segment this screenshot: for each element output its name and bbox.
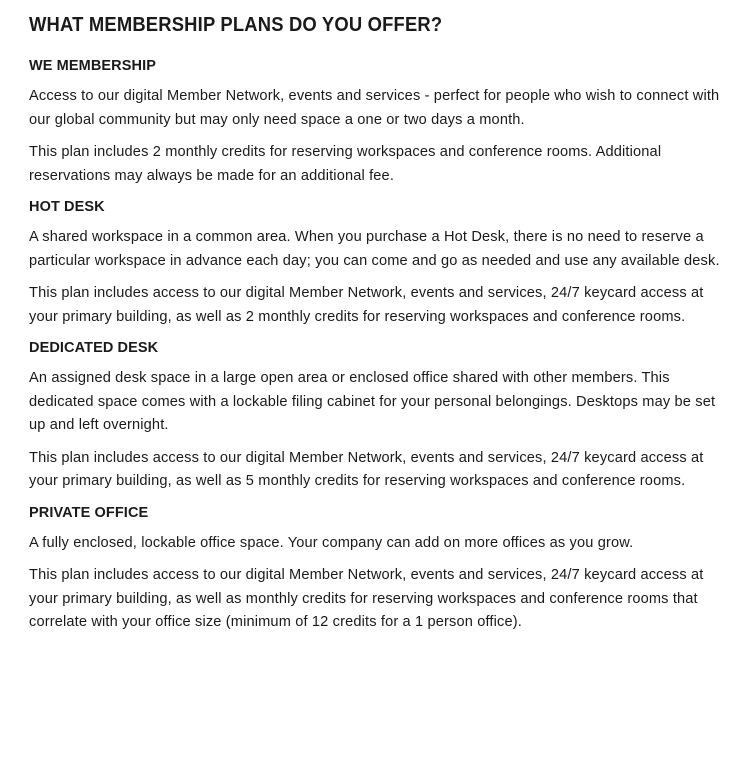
section-hot-desk xyxy=(29,197,729,329)
page-title: WHAT MEMBERSHIP PLANS DO YOU OFFER? xyxy=(29,14,443,36)
section-dedicated-desk xyxy=(29,338,729,494)
section-paragraph: This plan includes access to our digital Member Network, events and services, 24/7 keycard access at your primary building, as well as 2 monthly credits for reserving workspaces and conference rooms. xyxy=(29,285,704,325)
document-page xyxy=(29,12,729,644)
section-paragraph: This plan includes access to our digital Member Network, events and services, 24/7 keycard access at your primary building, as well as monthly credits for reserving workspaces and conference rooms that correlate with your office size (minimum of 12 credits for a 1 person office). xyxy=(29,567,704,630)
section-paragraph: A fully enclosed, lockable office space. Your company can add on more offices as you grow. xyxy=(29,534,634,551)
section-heading: HOT DESK xyxy=(29,199,105,215)
section-we-membership xyxy=(29,56,729,188)
section-heading: DEDICATED DESK xyxy=(29,340,159,356)
section-paragraph: Access to our digital Member Network, events and services - perfect for people who wish to connect with our global community but may only need space a one or two days a month. xyxy=(29,88,720,128)
section-private-office xyxy=(29,503,729,635)
section-paragraph: An assigned desk space in a large open area or enclosed office shared with other members. This dedicated space comes with a lockable filing cabinet for your personal belongings. Desktops may be set up and left overnight. xyxy=(29,370,716,433)
section-paragraph: A shared workspace in a common area. When you purchase a Hot Desk, there is no need to reserve a particular workspace in advance each day; you can come and go as needed and use any available desk. xyxy=(29,229,720,269)
section-heading: PRIVATE OFFICE xyxy=(29,504,149,521)
section-paragraph: This plan includes 2 monthly credits for reserving workspaces and conference rooms. Additional reservations may always be made for an additional fee. xyxy=(29,144,662,184)
section-paragraph: This plan includes access to our digital Member Network, events and services, 24/7 keycard access at your primary building, as well as 5 monthly credits for reserving workspaces and conference rooms. xyxy=(29,449,704,489)
section-heading: WE MEMBERSHIP xyxy=(29,58,156,74)
